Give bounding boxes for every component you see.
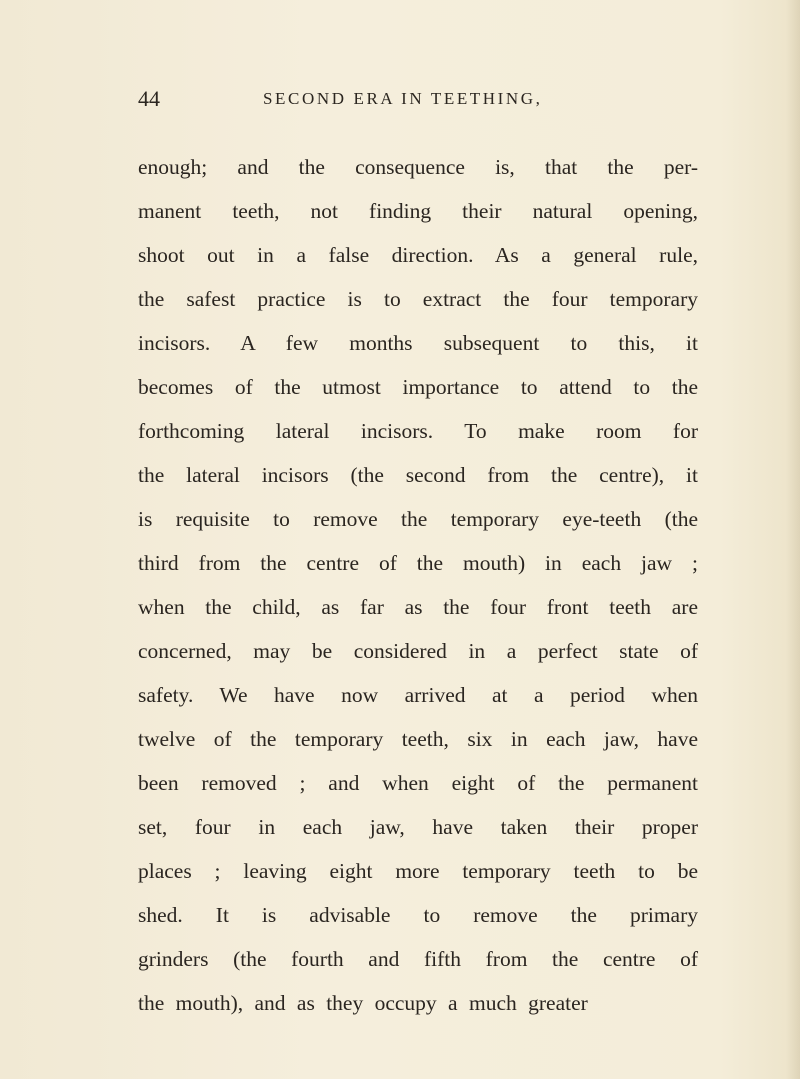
text-line: concerned, may be considered in a perfect state of [138, 639, 698, 663]
text-line: is requisite to remove the temporary eye-teeth (the [138, 507, 698, 531]
text-line: places ; leaving eight more temporary teeth to be [138, 859, 698, 883]
text-line: the lateral incisors (the second from the centre), it [138, 463, 698, 487]
running-title: SECOND ERA IN TEETHING, [263, 89, 543, 108]
page-number: 44 [138, 86, 160, 111]
text-line: the safest practice is to extract the four temporary [138, 287, 698, 311]
text-line: becomes of the utmost importance to attend to the [138, 375, 698, 399]
running-head [138, 86, 738, 116]
text-line: enough; and the consequence is, that the per- [138, 155, 698, 179]
text-line: safety. We have now arrived at a period when [138, 683, 698, 707]
text-line: the mouth), and as they occupy a much greater [138, 991, 588, 1015]
text-line: manent teeth, not finding their natural opening, [138, 199, 698, 223]
text-line: when the child, as far as the four front teeth are [138, 595, 698, 619]
page-edge-shadow [786, 0, 800, 1079]
text-line: set, four in each jaw, have taken their proper [138, 815, 698, 839]
text-line: third from the centre of the mouth) in each jaw ; [138, 551, 698, 575]
text-line: shoot out in a false direction. As a general rule, [138, 243, 698, 267]
text-line: grinders (the fourth and fifth from the centre of [138, 947, 698, 971]
text-line: shed. It is advisable to remove the primary [138, 903, 698, 927]
text-line: been removed ; and when eight of the permanent [138, 771, 698, 795]
text-line: forthcoming lateral incisors. To make room for [138, 419, 698, 443]
text-line: incisors. A few months subsequent to this, it [138, 331, 698, 355]
text-line: twelve of the temporary teeth, six in each jaw, have [138, 727, 698, 751]
body-paragraph [138, 145, 698, 1025]
